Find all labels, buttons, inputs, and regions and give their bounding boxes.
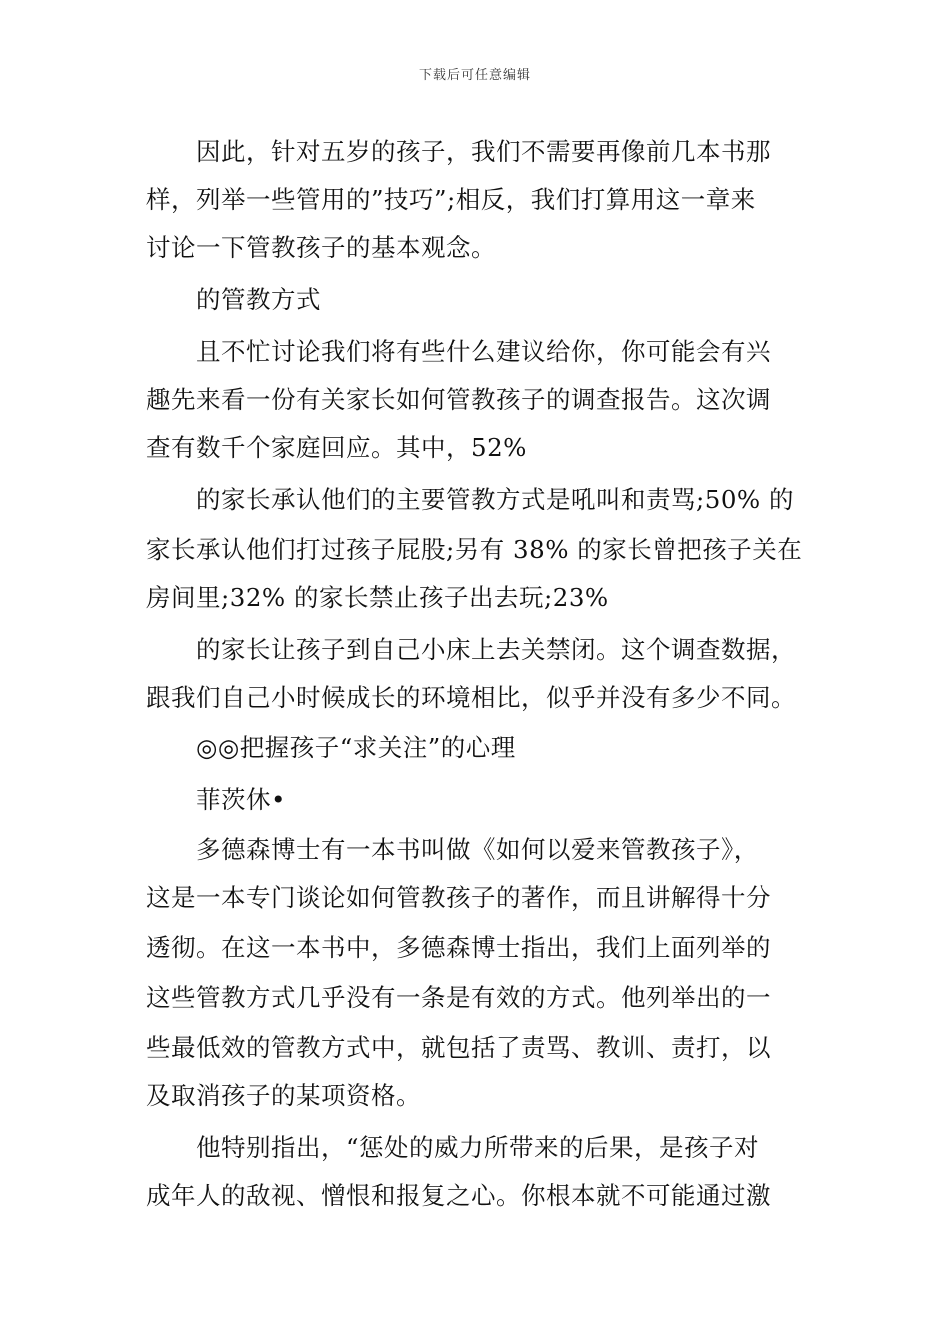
text-line: 因此，针对五岁的孩子，我们不需要再像前几本书那	[196, 137, 771, 166]
text-line: 菲茨休•	[196, 785, 286, 814]
text-line: 成年人的敌视、憎恨和报复之心。你根本就不可能通过激	[146, 1181, 771, 1210]
section-heading: 的管教方式	[196, 285, 321, 314]
text-line: 的家长承认他们的主要管教方式是吼叫和责骂;50% 的	[196, 485, 794, 514]
text-line: 样，列举一些管用的”技巧”;相反，我们打算用这一章来	[146, 185, 756, 214]
header-note: 下载后可任意编辑	[418, 68, 531, 83]
text-line: 且不忙讨论我们将有些什么建议给你，你可能会有兴	[196, 337, 771, 366]
text-line: 这些管教方式几乎没有一条是有效的方式。他列举出的一	[146, 983, 771, 1012]
text-line: 的家长让孩子到自己小床上去关禁闭。这个调查数据，	[196, 635, 796, 664]
text-line: 透彻。在这一本书中，多德森博士指出，我们上面列举的	[146, 933, 771, 962]
text-line: 他特别指出，“惩处的威力所带来的后果，是孩子对	[196, 1133, 760, 1162]
text-line: 房间里;32% 的家长禁止孩子出去玩;23%	[146, 583, 609, 612]
text-line: 多德森博士有一本书叫做《如何以爱来管教孩子》，	[196, 835, 759, 864]
text-line: 及取消孩子的某项资格。	[146, 1081, 421, 1110]
section-heading: ◎◎把握孩子“求关注”的心理	[196, 733, 516, 762]
text-line: 跟我们自己小时候成长的环境相比，似乎并没有多少不同。	[146, 683, 796, 712]
text-line: 些最低效的管教方式中，就包括了责骂、教训、责打，以	[146, 1033, 771, 1062]
text-line: 趣先来看一份有关家长如何管教孩子的调查报告。这次调	[146, 385, 771, 414]
text-line: 查有数千个家庭回应。其中，52%	[146, 433, 527, 462]
text-line: 讨论一下管教孩子的基本观念。	[146, 233, 496, 262]
text-line: 这是一本专门谈论如何管教孩子的著作，而且讲解得十分	[146, 883, 771, 912]
text-line: 家长承认他们打过孩子屁股;另有 38% 的家长曾把孩子关在	[146, 535, 803, 564]
